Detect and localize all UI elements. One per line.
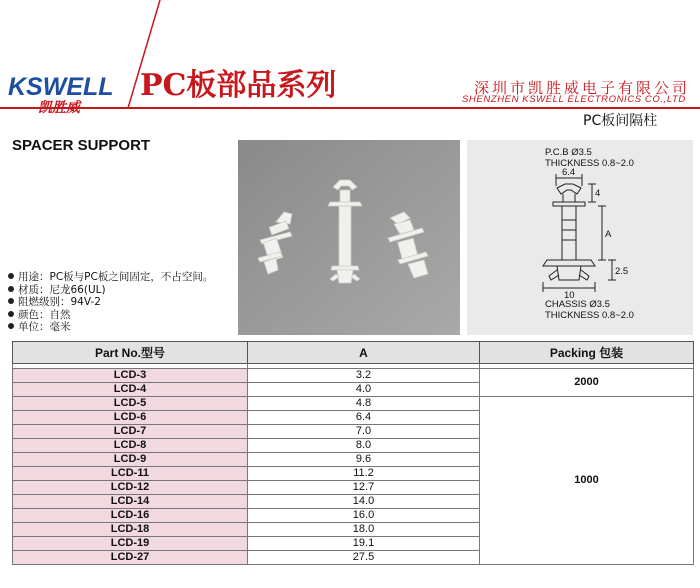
packing-cell: 2000 xyxy=(480,369,694,397)
dimension-a-cell: 3.2 xyxy=(248,369,480,383)
dimension-a-cell: 14.0 xyxy=(248,495,480,509)
part-number-cell: LCD-11 xyxy=(13,467,248,481)
part-number-cell: LCD-14 xyxy=(13,495,248,509)
chassis-label: CHASSIS Ø3.5 xyxy=(545,299,610,310)
column-header-a: A xyxy=(248,342,480,364)
dimension-a-cell: 7.0 xyxy=(248,425,480,439)
dimension-a-cell: 9.6 xyxy=(248,453,480,467)
part-number-cell: LCD-4 xyxy=(13,383,248,397)
spec-item: 用途：PC板与PC板之间固定，不占空间。 xyxy=(8,271,213,284)
dim-bottom-length: 2.5 xyxy=(615,266,629,277)
table-row xyxy=(13,397,694,411)
product-name-cn: PC板间隔柱 xyxy=(583,113,658,129)
header-rule xyxy=(0,107,700,109)
packing-cell: 1000 xyxy=(480,397,694,565)
dimension-a-cell: 6.4 xyxy=(248,411,480,425)
spec-item: 材质：尼龙66(UL) xyxy=(8,284,213,297)
spec-list xyxy=(8,271,213,334)
section-title: SPACER SUPPORT xyxy=(12,137,151,154)
spec-item: 阻燃级别：94V-2 xyxy=(8,296,213,309)
pcb-thickness-label: THICKNESS 0.8~2.0 xyxy=(545,158,634,169)
table-row xyxy=(13,369,694,383)
bullet-icon xyxy=(8,298,14,304)
product-photo xyxy=(238,140,460,335)
part-number-cell: LCD-6 xyxy=(13,411,248,425)
dimension-a-cell: 18.0 xyxy=(248,523,480,537)
logo-chinese: 凯胜威 xyxy=(38,100,80,116)
dimension-a-cell: 11.2 xyxy=(248,467,480,481)
dim-a: A xyxy=(605,229,612,240)
logo-wordmark: KSWELL xyxy=(8,73,114,101)
bullet-icon xyxy=(8,286,14,292)
dimension-a-cell: 19.1 xyxy=(248,537,480,551)
dimension-a-cell: 4.8 xyxy=(248,397,480,411)
parts-table xyxy=(12,341,694,565)
part-number-cell: LCD-8 xyxy=(13,439,248,453)
bullet-icon xyxy=(8,273,14,279)
spec-item: 单位：毫米 xyxy=(8,321,213,334)
dimension-a-cell: 8.0 xyxy=(248,439,480,453)
part-number-cell: LCD-18 xyxy=(13,523,248,537)
part-number-cell: LCD-19 xyxy=(13,537,248,551)
dim-width-bottom: 10 xyxy=(564,290,575,301)
dimension-a-cell: 4.0 xyxy=(248,383,480,397)
technical-drawing xyxy=(467,140,693,335)
company-name-cn: 深圳市凯胜威电子有限公司 xyxy=(474,79,691,97)
pcb-label: P.C.B Ø3.5 xyxy=(545,147,592,158)
part-number-cell: LCD-9 xyxy=(13,453,248,467)
series-title: PC板部品系列 xyxy=(140,68,337,103)
spec-item: 颜色：自然 xyxy=(8,309,213,322)
dimension-a-cell: 16.0 xyxy=(248,509,480,523)
bullet-icon xyxy=(8,311,14,317)
part-number-cell: LCD-5 xyxy=(13,397,248,411)
bullet-icon xyxy=(8,323,14,329)
part-number-cell: LCD-16 xyxy=(13,509,248,523)
dimension-a-cell: 12.7 xyxy=(248,481,480,495)
dim-width-top: 6.4 xyxy=(562,167,576,178)
part-number-cell: LCD-7 xyxy=(13,425,248,439)
column-header-packing: Packing 包装 xyxy=(480,342,694,364)
dim-top-small: 4 xyxy=(595,188,601,199)
chassis-thickness-label: THICKNESS 0.8~2.0 xyxy=(545,310,634,321)
table-header-row xyxy=(13,342,694,364)
column-header-part-no: Part No.型号 xyxy=(13,342,248,364)
part-number-cell: LCD-3 xyxy=(13,369,248,383)
part-number-cell: LCD-27 xyxy=(13,551,248,565)
dimension-a-cell: 27.5 xyxy=(248,551,480,565)
part-number-cell: LCD-12 xyxy=(13,481,248,495)
company-name-en: SHENZHEN KSWELL ELECTRONICS CO.,LTD xyxy=(462,94,686,105)
